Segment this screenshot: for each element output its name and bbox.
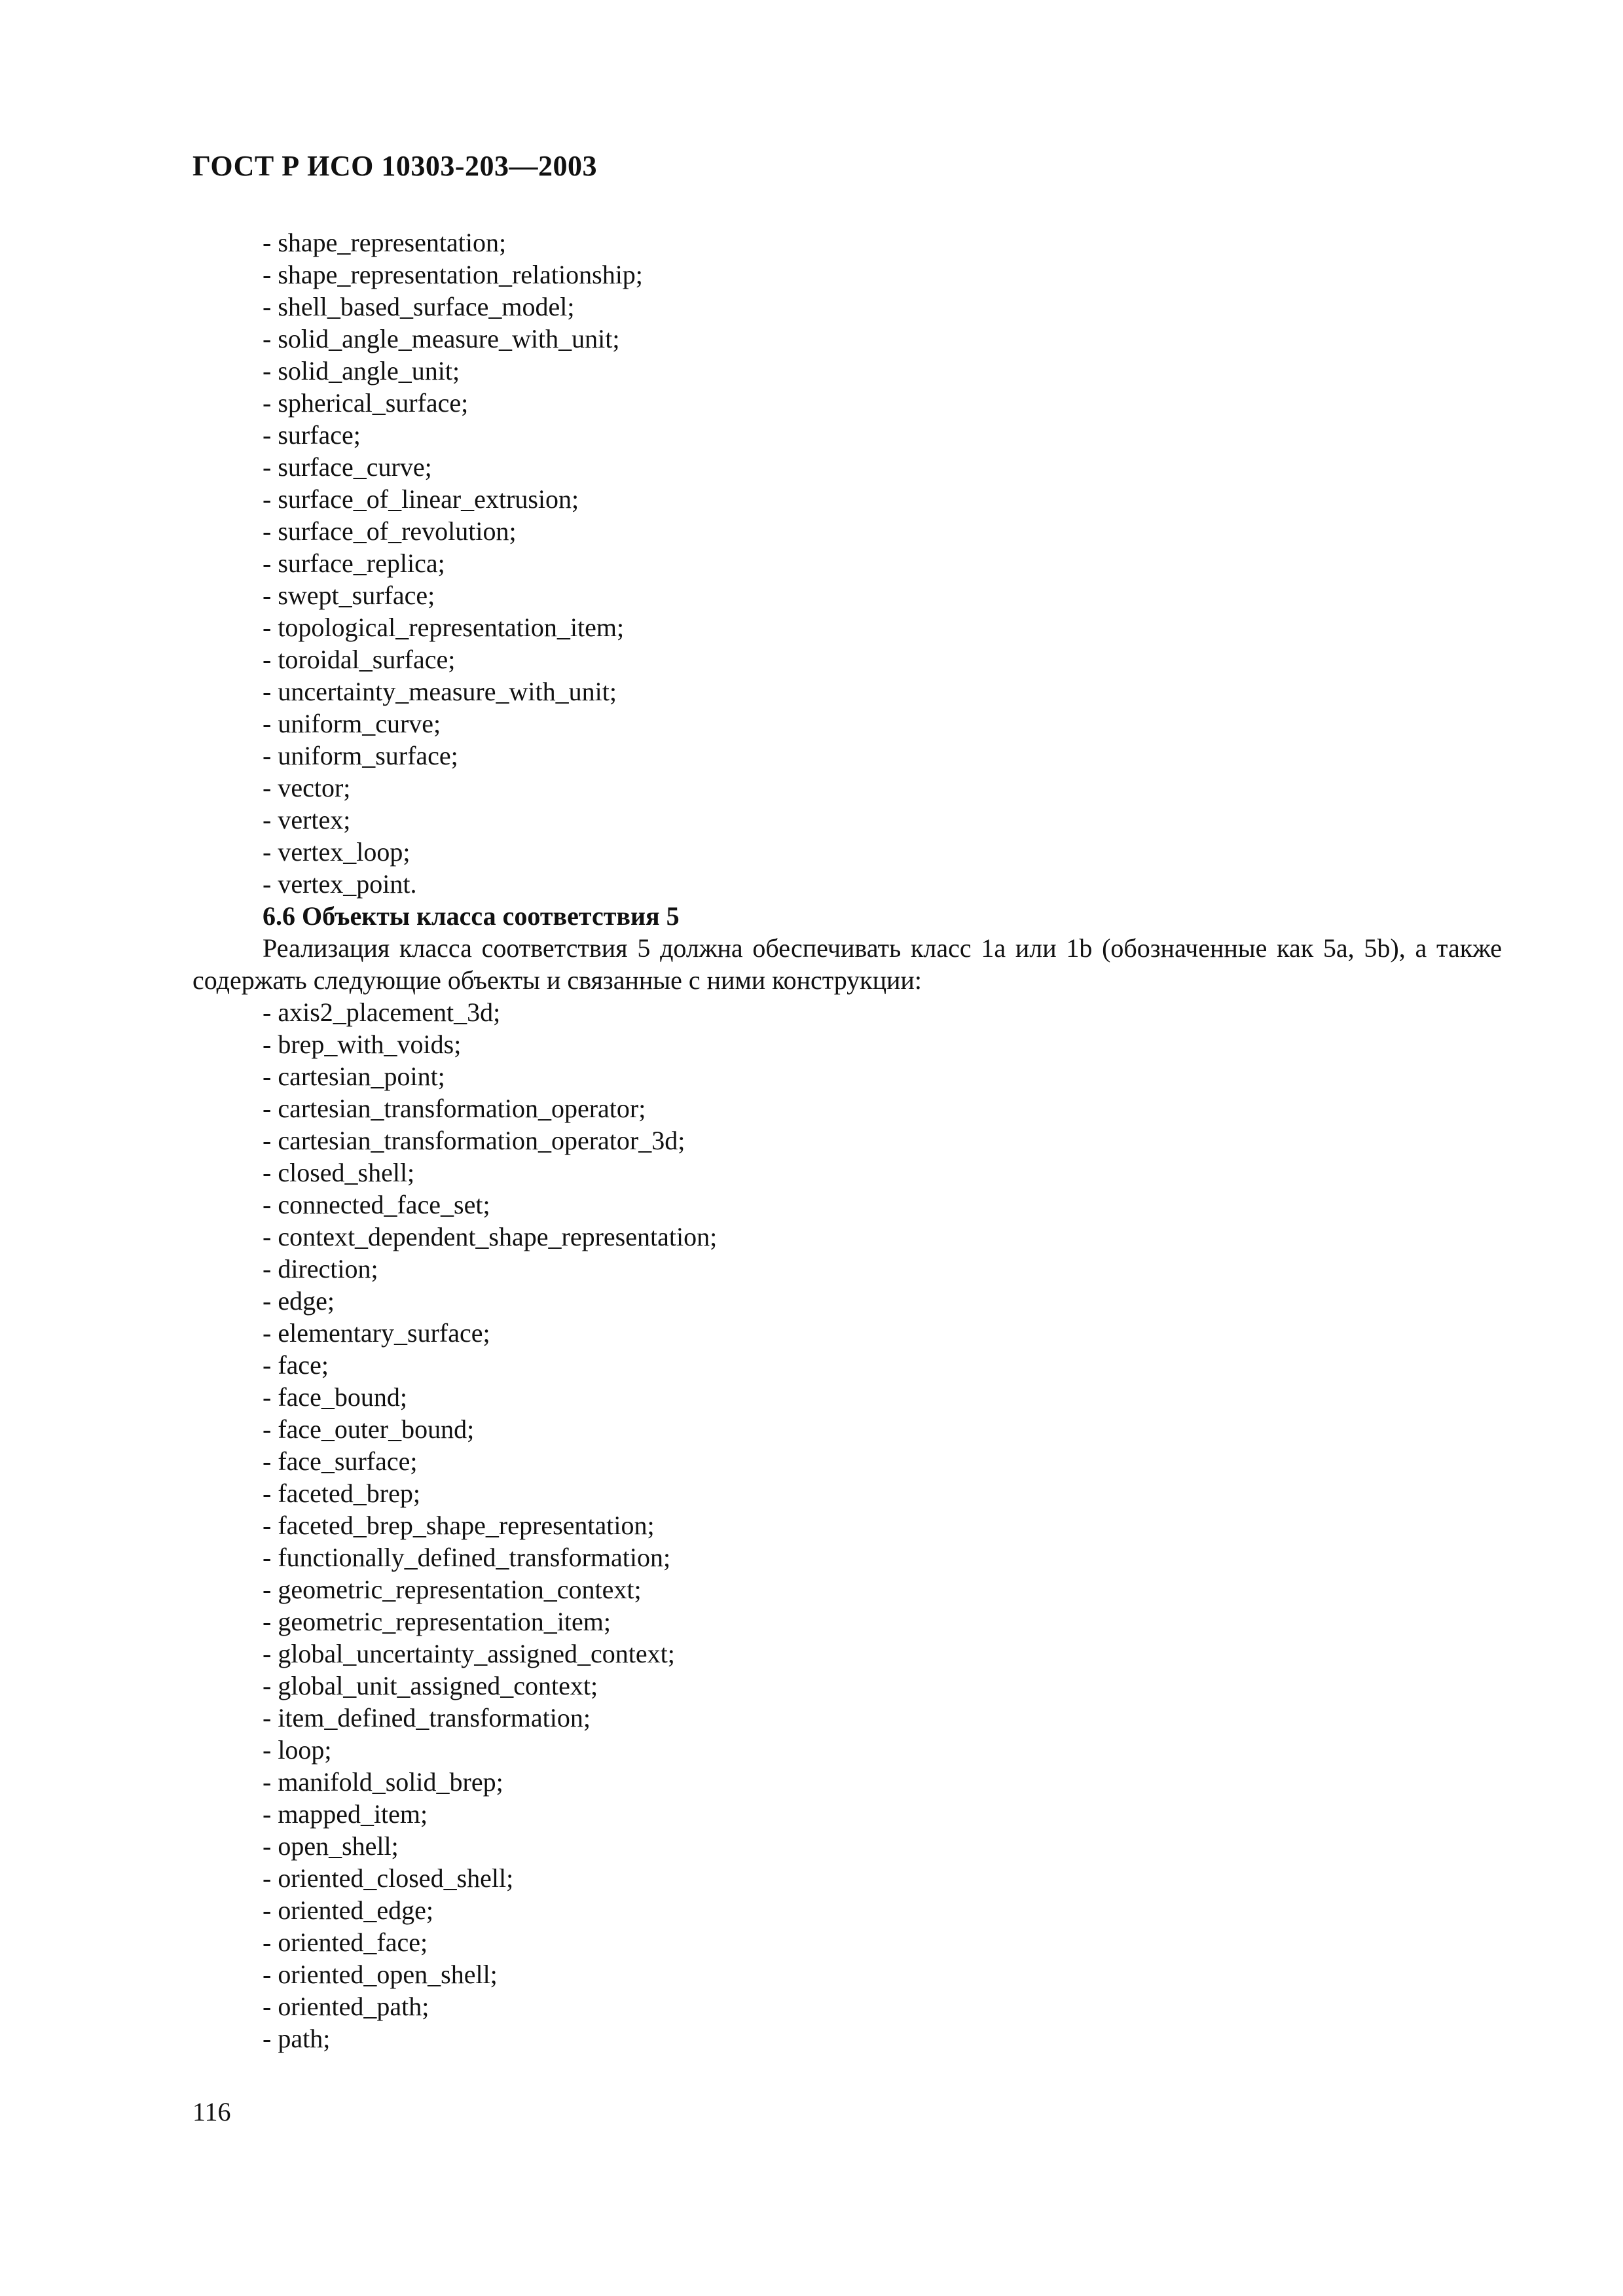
list-item: - geometric_representation_context; [263, 1575, 642, 1604]
list-item: - oriented_edge; [263, 1895, 433, 1925]
section-heading: 6.6 Объекты класса соответствия 5 [263, 901, 680, 931]
list-item: - open_shell; [263, 1831, 399, 1861]
list-item: - face_bound; [263, 1382, 408, 1412]
list-item: - surface_of_linear_extrusion; [263, 484, 579, 514]
list-item: - uniform_surface; [263, 741, 458, 770]
list-item: - surface_curve; [263, 452, 432, 482]
list-item: - connected_face_set; [263, 1190, 490, 1219]
list-item: - oriented_path; [263, 1992, 429, 2021]
list-item: - vertex_point. [263, 869, 417, 899]
list-item: - uniform_curve; [263, 709, 441, 738]
list-item: - solid_angle_measure_with_unit; [263, 324, 620, 353]
page-number: 116 [192, 2097, 231, 2126]
list-item: - brep_with_voids; [263, 1030, 462, 1059]
list-item: - spherical_surface; [263, 388, 469, 418]
list-item: - oriented_open_shell; [263, 1960, 498, 1989]
list-item: - item_defined_transformation; [263, 1703, 591, 1732]
list-item: - vertex; [263, 805, 351, 834]
list-item: - uncertainty_measure_with_unit; [263, 677, 617, 706]
list-item: - surface; [263, 420, 361, 450]
list-item: - shell_based_surface_model; [263, 292, 575, 321]
list-item: - direction; [263, 1254, 378, 1283]
list-item: - cartesian_point; [263, 1062, 445, 1091]
document-header: ГОСТ Р ИСО 10303-203—2003 [192, 150, 598, 182]
list-item: - vertex_loop; [263, 837, 410, 867]
list-item: - faceted_brep; [263, 1479, 420, 1508]
list-item: - vector; [263, 773, 351, 802]
list-item: - faceted_brep_shape_representation; [263, 1511, 655, 1540]
list-item: - surface_replica; [263, 548, 445, 578]
section-paragraph: Реализация класса соответствия 5 должна обеспечивать класс 1а или 1b (обозначенные как 5а, 5b), а также содержать следующие объекты и связанные с ними конструкции: [192, 933, 1502, 995]
list-item: - loop; [263, 1735, 332, 1765]
list-item: - context_dependent_shape_representation; [263, 1222, 718, 1251]
list-item: - mapped_item; [263, 1799, 428, 1829]
list-item: - toroidal_surface; [263, 645, 456, 674]
list-item: - functionally_defined_transformation; [263, 1543, 671, 1572]
list-item: - face; [263, 1350, 329, 1380]
list-item: - shape_representation_relationship; [263, 260, 643, 289]
list-item: - global_uncertainty_assigned_context; [263, 1639, 675, 1668]
list-item: - face_surface; [263, 1446, 418, 1476]
list-item: - axis2_placement_3d; [263, 997, 501, 1027]
list-item: - face_outer_bound; [263, 1414, 475, 1444]
list-item: - global_unit_assigned_context; [263, 1671, 598, 1700]
list-item: - cartesian_transformation_operator; [263, 1094, 646, 1123]
list-item: - cartesian_transformation_operator_3d; [263, 1126, 685, 1155]
list-item: - manifold_solid_brep; [263, 1767, 503, 1797]
list-item: - oriented_face; [263, 1928, 428, 1957]
list-item: - path; [263, 2024, 331, 2053]
list-item: - geometric_representation_item; [263, 1607, 611, 1636]
list-item: - surface_of_revolution; [263, 516, 517, 546]
entity-list-class-4 [192, 226, 1502, 900]
list-item: - swept_surface; [263, 581, 435, 610]
list-item: - closed_shell; [263, 1158, 415, 1187]
list-item: - solid_angle_unit; [263, 356, 460, 386]
page-content [192, 226, 1502, 2054]
entity-list-class-5 [192, 996, 1502, 2054]
list-item: - oriented_closed_shell; [263, 1863, 514, 1893]
list-item: - shape_representation; [263, 228, 507, 257]
list-item: - topological_representation_item; [263, 613, 625, 642]
list-item: - elementary_surface; [263, 1318, 490, 1348]
list-item: - edge; [263, 1286, 335, 1316]
